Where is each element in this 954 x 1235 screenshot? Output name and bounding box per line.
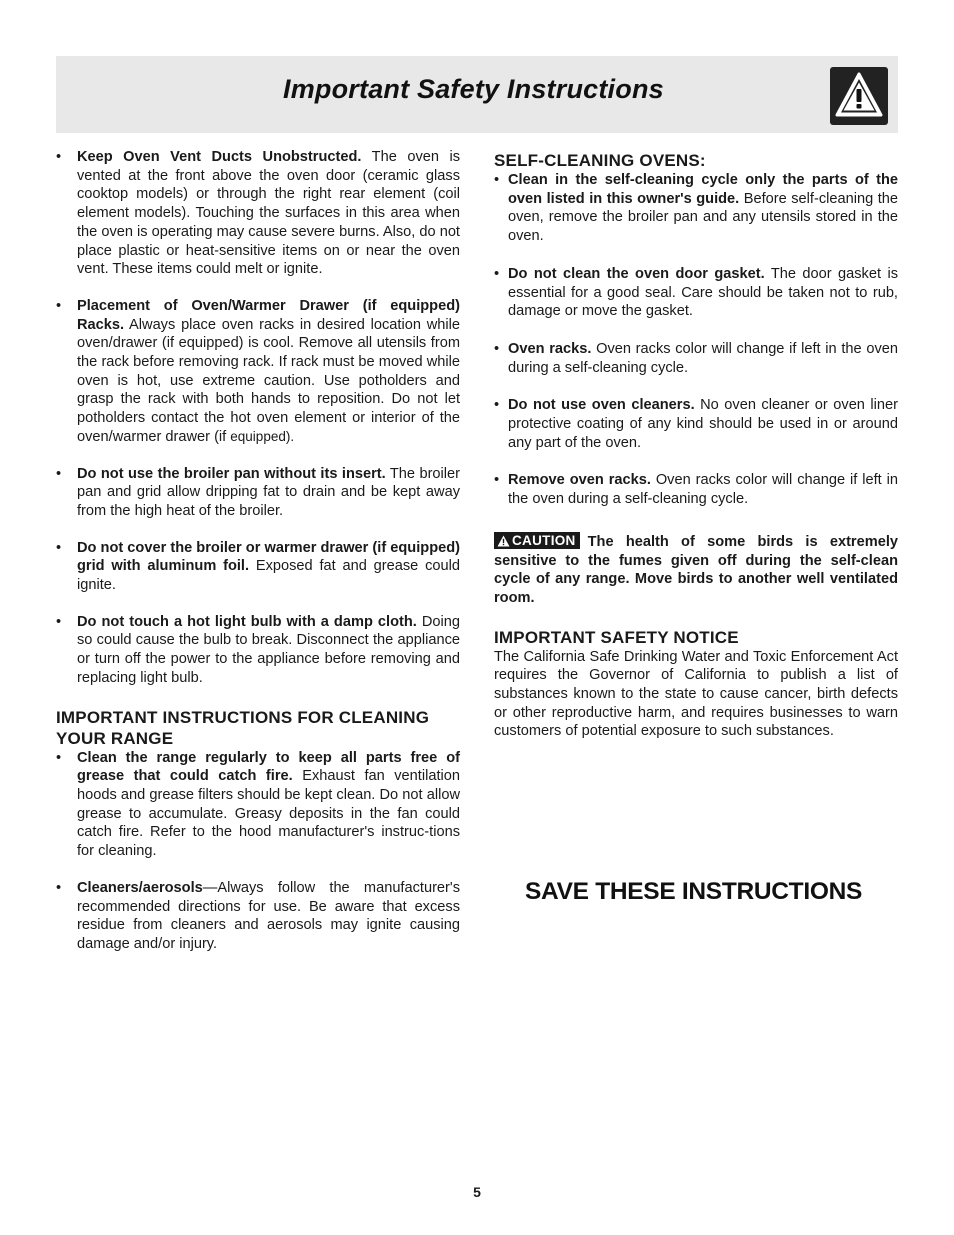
list-item: • Clean in the self-cleaning cycle only the parts of the oven listed in this owner's guide. Before self-cleaning the oven, remove the broiler pan and any utensils stored in the oven. [494,172,898,245]
save-instructions-title: SAVE THESE INSTRUCTIONS [525,878,863,905]
list-item: • Clean the range regularly to keep all parts free of grease that could catch fire. Exhaust fan ventilation hoods and grease filters should be kept clean. Do not allow grease to accumulate. Greasy deposits in the fan could catch fire. Refer to the hood manufacturer's instruc-tions for cleaning. [56,749,460,860]
list-item: • Placement of Oven/Warmer Drawer (if equipped) Racks. Always place oven racks in desired location while oven/drawer (if equipped) is cool. Remove all utensils from the rack before removing rack. If rack must be moved while oven is hot, use extreme caution. Use potholders and grasp the rack with both hands to reposition. Do not let potholders contact the hot oven element or interior of the oven/warmer drawer (if equipped). [56,297,460,445]
item-title: Remove oven racks. [508,472,651,489]
item-text: —Always follow the manufacturer's recommended directions for use. Be aware that excess residue from cleaners and aerosols may ignite causing damage and/or injury. [77,879,460,952]
item-text-small: equipped). [230,428,295,444]
header-banner [56,56,898,133]
item-text: Exhaust fan ventilation hoods and grease filters should be kept clean. Do not allow grease to accumulate. Greasy deposits in the fan could catch fire. Refer to the hood manufacturer's instruc-tions for cleaning. [77,768,460,860]
item-text: The broiler pan and grid allow dripping fat to drain and be kept away from the high heat of the broiler. [77,465,461,519]
list-item: • Do not cover the broiler or warmer drawer (if equipped) grid with aluminum foil. Exposed fat and grease could ignite. [56,539,460,594]
caution-badge [494,532,580,549]
safety-notice-heading: IMPORTANT SAFETY NOTICE [494,627,739,647]
list-item: • Cleaners/aerosols—Always follow the manufacturer's recommended directions for use. Be aware that excess residue from cleaners and aerosols may ignite causing damage and/or injury. [56,879,460,952]
cleaning-heading: IMPORTANT INSTRUCTIONS FOR CLEANING YOUR RANGE [56,707,430,748]
page-number: 5 [473,1184,481,1200]
item-text: The oven is vented at the front above the oven door (ceramic glass cooktop models) or through the right rear element (coil element models). Touching the surfaces in this area when the oven is operating may cause severe burns. Also, do not place plastic or heat-sensitive items on or near the oven vent. These items could melt or ignite. [77,149,461,278]
item-title: Do not use the broiler pan without its insert. [77,465,386,482]
self-cleaning-heading: SELF-CLEANING OVENS: [494,151,706,170]
safety-notice-text: The California Safe Drinking Water and Toxic Enforcement Act requires the Governor of California to publish a list of substances known to the state to cause cancer, birth defects or other reproductive harm, and requires businesses to warn customers of potential exposure to such substances. [494,648,898,740]
list-item: • Remove oven racks. Oven racks color will change if left in the oven during a self-cleaning cycle. [494,472,898,508]
item-title: Clean the range regularly to keep all parts free of grease that could catch fire. [77,749,460,785]
item-text: Exposed fat and grease could ignite. [77,558,460,594]
item-title: Do not touch a hot light bulb with a damp cloth. [77,613,417,630]
item-text: The door gasket is essential for a good seal. Care should be taken not to rub, damage or move the gasket. [508,265,898,320]
list-item: • Oven racks. Oven racks color will change if left in the oven during a self-cleaning cycle. [494,340,898,376]
caution-note [494,532,898,608]
list-item: • Do not use the broiler pan without its insert. The broiler pan and grid allow dripping fat to drain and be kept away from the high heat of the broiler. [56,465,461,519]
item-title: Cleaners/aerosols [77,879,203,896]
item-title: Clean in the self-cleaning cycle only the parts of the oven listed in this owner's guide. [508,172,898,207]
item-text: Doing so could cause the bulb to break. Disconnect the appliance or turn off the power to the appliance before removing and replacing light bulb. [77,613,461,686]
list-item: • Do not touch a hot light bulb with a damp cloth. Doing so could cause the bulb to break. Disconnect the appliance or turn off the power to the appliance before removing and replacing light bulb. [56,613,461,686]
item-title: Do not use oven cleaners. [508,397,695,414]
caution-triangle-icon [497,535,510,547]
left-column [56,148,460,954]
list-item: • Do not use oven cleaners. No oven cleaner or oven liner protective coating of any kind should be used in or around any part of the oven. [494,397,898,451]
item-text: Before self-cleaning the oven, remove the broiler pan and any utensils stored in the oven. [508,190,898,245]
list-item: • Do not clean the oven door gasket. The door gasket is essential for a good seal. Care should be taken not to rub, damage or move the gasket. [494,265,898,320]
item-title: Keep Oven Vent Ducts Unobstructed. [77,149,362,165]
item-text: Oven racks color will change if left in the oven during a self-cleaning cycle. [508,472,898,508]
list-item: • Keep Oven Vent Ducts Unobstructed. The oven is vented at the front above the oven door (ceramic glass cooktop models) or through the right rear element (coil element models). Touching the surfaces in this area when the oven is operating may cause severe burns. Also, do not place plastic or heat-sensitive items on or near the oven vent. These items could melt or ignite. [56,149,461,278]
item-title: Oven racks. [508,340,592,357]
item-title: Do not clean the oven door gasket. [508,265,765,282]
warning-triangle-icon [830,67,888,125]
item-title: Do not cover the broiler or warmer drawer (if equipped) grid with aluminum foil. [77,539,460,575]
caution-text: The health of some birds is extremely sensitive to the fumes given off during the self-clean cycle of any range. Move birds to another well ventilated room. [494,533,898,606]
item-text: Oven racks color will change if left in the oven during a self-cleaning cycle. [508,340,898,376]
item-text: No oven cleaner or oven liner protective coating of any kind should be used in or around any part of the oven. [508,397,898,451]
item-text: Always place oven racks in desired location while oven/drawer (if equipped) is cool. Remove all utensils from the rack before removing rack. If rack must be moved while oven is hot, use extreme caution. Use potholders and grasp the rack with both hands to reposition. Do not let potholders contact the hot oven element or interior of the oven/warmer drawer (if [77,316,460,445]
right-column [494,148,898,741]
item-title: Placement of Oven/Warmer Drawer (if equipped) Racks. [77,297,460,333]
caution-badge-label: CAUTION [512,532,576,548]
page-title: Important Safety Instructions [283,74,664,104]
